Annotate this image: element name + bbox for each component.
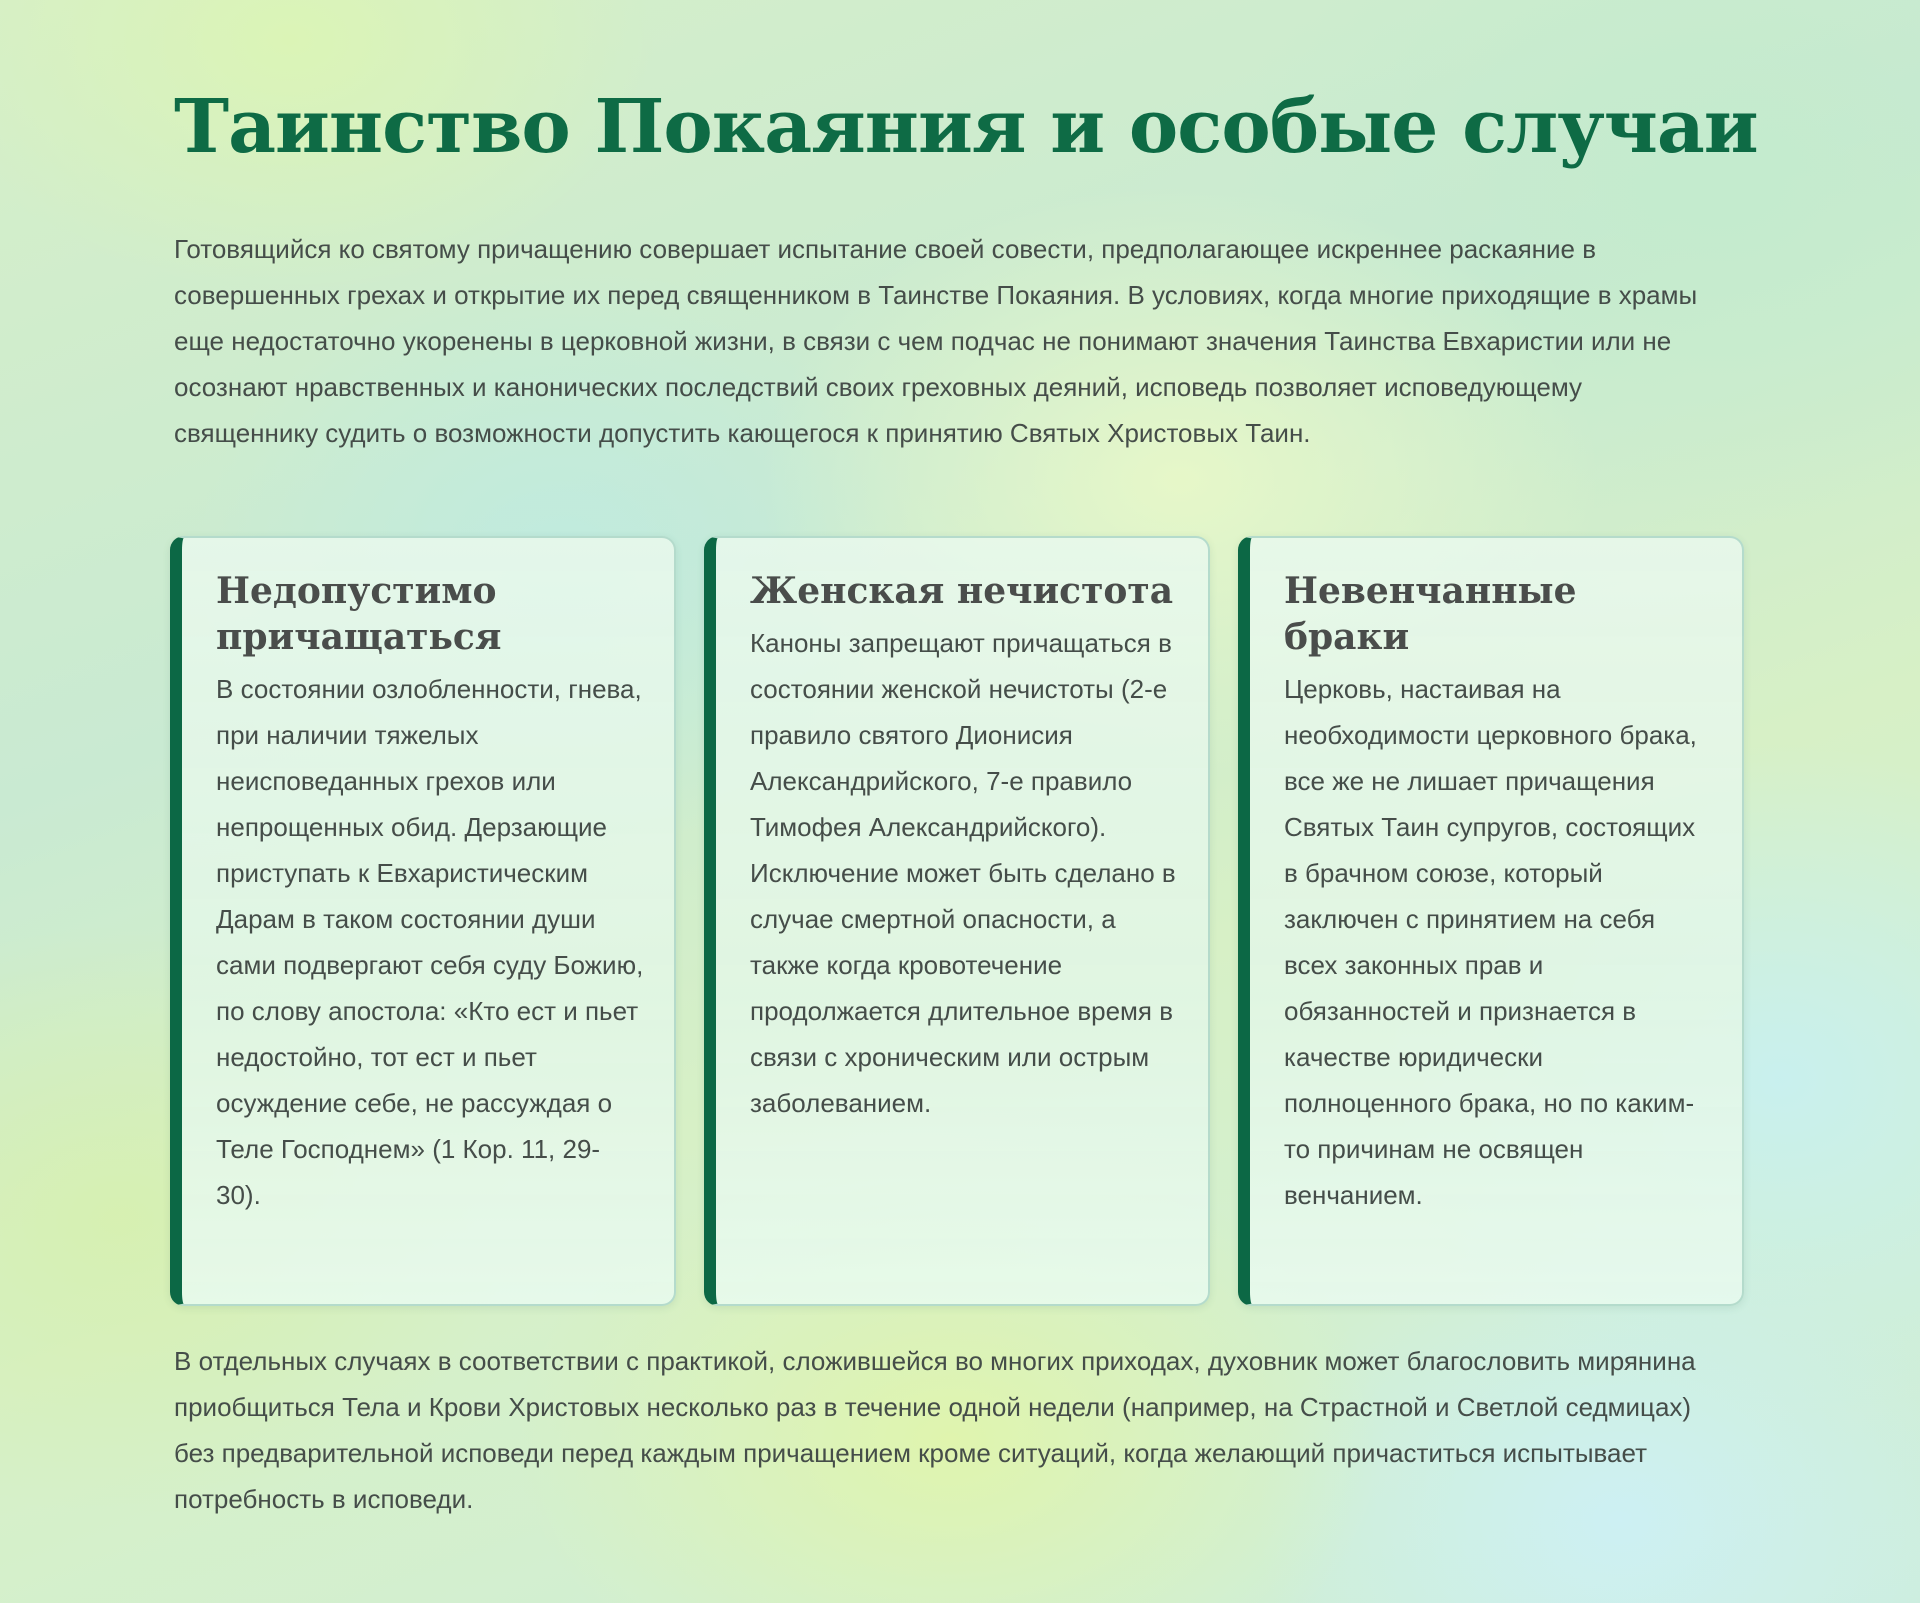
intro-paragraph: Готовящийся ко святому причащению совершает испытание своей совести, предполагающее искреннее раскаяние в совершенных грехах и открытие их перед священником в Таинстве Покаяния. В условиях, когда многие приходящие в храмы еще недостаточно укоренены в церковной жизни, в связи с чем подчас не понимают значения Таинства Евхаристии или не осознают нравственных и канонических последствий своих греховных деяний, исповедь позволяет исповедующему священнику судить о возможности допустить кающегося к принятию Святых Христовых Таин. bbox=[174, 234, 1698, 448]
card-text: Каноны запрещают причащаться в состоянии женской нечистоты (2-е правило святого Дионисия Александрийского, 7-е правило Тимофея Александрийского). Исключение может быть сделано в случае смертной опасности, а также когда кровотечение продолжается длительное время в связи с хроническим или острым заболеванием. bbox=[750, 628, 1176, 1118]
card-text: В состоянии озлобленности, гнева, при наличии тяжелых неисповеданных грехов или непрощенных обид. Дерзающие приступать к Евхаристическим Дарам в таком состоянии души сами подвергают себя суду Божию, по слову апостола: «Кто ест и пьет недостойно, тот ест и пьет осуждение себе, не рассуждая о Теле Господнем» (1 Кор. 11, 29-30). bbox=[216, 674, 644, 1210]
card-not-allowed bbox=[170, 536, 676, 1306]
card-title: Женская нечистота bbox=[750, 570, 1174, 612]
cards-row bbox=[170, 536, 1746, 1306]
card-title: Недопустимо причащаться bbox=[216, 570, 502, 658]
outro-paragraph: В отдельных случаях в соответствии с практикой, сложившейся во многих приходах, духовник может благословить мирянина приобщиться Тела и Крови Христовых несколько раз в течение одной недели (например, на Страстной и Светлой седмицах) без предварительной исповеди перед каждым причащением кроме ситуаций, когда желающий причаститься испытывает потребность в исповеди. bbox=[174, 1346, 1696, 1514]
card-unwed-marriages bbox=[1238, 536, 1744, 1306]
card-title: Невенчанные браки bbox=[1284, 570, 1577, 658]
card-text: Церковь, настаивая на необходимости церковного брака, все же не лишает причащения Святых Таин супругов, состоящих в брачном союзе, который заключен с принятием на себя всех законных прав и обязанностей и признается в качестве юридически полноценного брака, но по каким-то причинам не освящен венчанием. bbox=[1284, 674, 1697, 1210]
page-title: Таинство Покаяния и особые случаи bbox=[174, 84, 1758, 170]
card-female-impurity bbox=[704, 536, 1210, 1306]
